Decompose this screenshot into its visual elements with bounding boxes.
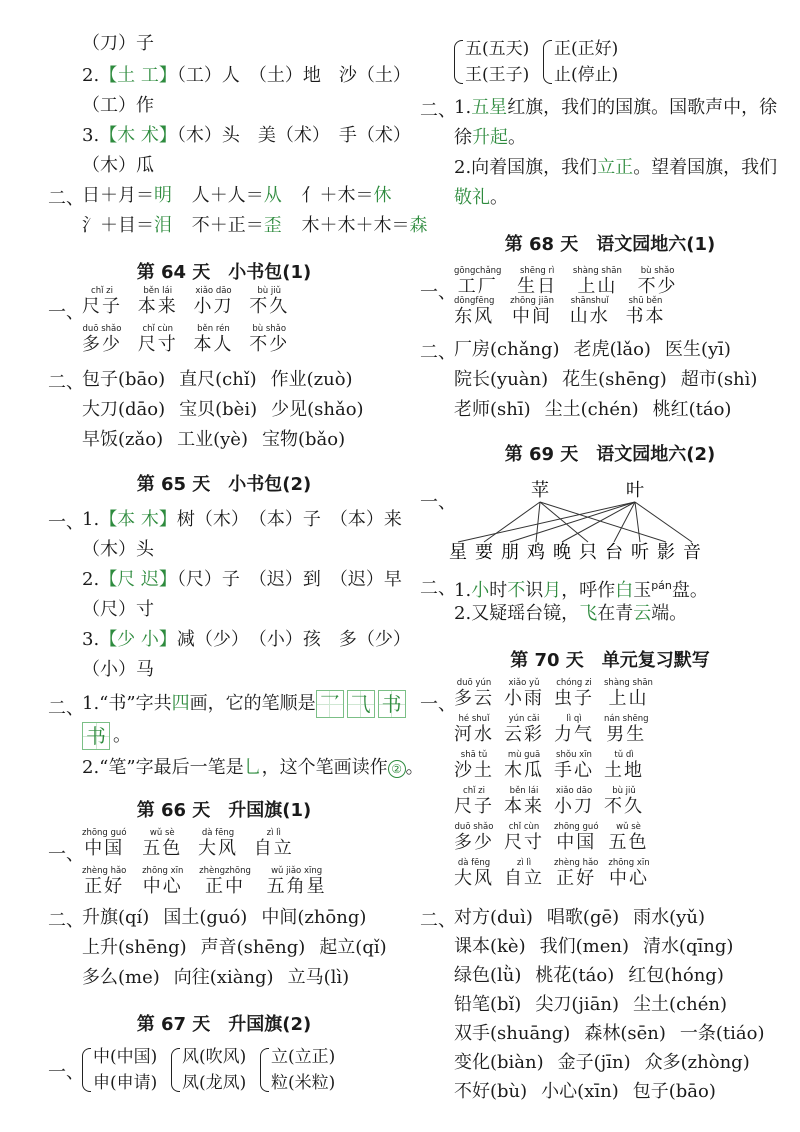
word-row	[454, 935, 733, 959]
section-title: 第 66 天 升国旗(1)	[136, 800, 312, 821]
answer-box: 【木 术】	[99, 125, 177, 146]
section-marker: 一、	[48, 1062, 84, 1083]
stroke-box: 乛	[316, 690, 344, 718]
section-title: 第 67 天 升国旗(2)	[136, 1014, 312, 1035]
answer-line: （工）作	[82, 95, 154, 116]
equation-row: 日＋月＝明 人＋人＝从 亻＋木＝休	[82, 185, 392, 206]
brace-group: 立(立正) 粒(米粒)	[260, 1044, 335, 1096]
match-bottom-char: 星	[449, 542, 467, 563]
word-row: 升旗(qí) 国土(guó) 中间(zhōng)	[82, 907, 367, 928]
section-title: 第 64 天 小书包(1)	[136, 262, 312, 283]
equation-row: 氵＋目＝泪 不＋正＝歪 木＋木＋木＝森	[82, 215, 428, 236]
section-marker: 一、	[420, 694, 456, 715]
word-item: 一条(tiáo)	[679, 1023, 765, 1044]
stroke-order-line: 1.“书”字共四画，它的笔顺是 乛 ⺄ 书	[82, 690, 409, 718]
brace-group: 中(中国) 申(申请)	[82, 1044, 157, 1096]
word-row: 包子(bāo) 直尺(chǐ) 作业(zuò)	[82, 369, 353, 390]
section-marker: 二、	[420, 100, 456, 121]
pinyin-row	[454, 786, 654, 818]
word-row: 多么(me) 向往(xiàng) 立马(lì)	[82, 967, 350, 988]
word-item: 对方(duì)	[454, 907, 533, 928]
word-row	[454, 964, 724, 988]
answer-line: 2.向着国旗，我们立正。望着国旗，我们	[454, 157, 778, 178]
answer-line: 1.【本 木】树（木） （本）子 （本）来	[82, 509, 402, 530]
stroke-box: 书	[378, 690, 406, 718]
word-item: 包子(bāo)	[632, 1081, 716, 1102]
match-line	[536, 502, 540, 542]
pinyin-word: duō yún 多云	[454, 678, 494, 709]
section-title: 第 65 天 小书包(2)	[136, 474, 312, 495]
brace-group: 风(吹风) 凤(龙凤)	[171, 1044, 246, 1096]
stroke-order-line: 书 。	[82, 722, 131, 750]
section-marker: 二、	[48, 372, 84, 393]
pinyin-word: zhèng hǎo 正好	[554, 858, 599, 889]
word-item: 雨水(yǔ)	[633, 907, 705, 928]
pinyin-row	[454, 714, 659, 746]
match-line	[635, 502, 692, 542]
word-item: 众多(zhòng)	[644, 1052, 750, 1073]
match-bottom-char: 晚	[553, 542, 571, 563]
word-row: 院长(yuàn) 花生(shēng) 超市(shì)	[454, 369, 758, 390]
pinyin-word: zì lì 自立	[504, 858, 544, 889]
pinyin-word: wǔ sè 五色	[608, 822, 649, 853]
pinyin-word: xiǎo yǔ 小雨	[504, 678, 544, 709]
brace-group: 正(正好) 止(停止)	[543, 36, 618, 88]
section-marker: 二、	[48, 698, 84, 719]
match-line	[635, 502, 640, 542]
word-item: 我们(men)	[539, 936, 629, 957]
word-item: 双手(shuāng)	[454, 1023, 571, 1044]
match-top-char: 苹	[531, 480, 549, 501]
pinyin-row: gōngchǎng 工厂 shēng rì 生日 shàng shān 上山 bù shǎo 不少	[454, 266, 678, 297]
matching-diagram	[420, 478, 750, 566]
pinyin-word: bù jiǔ 不久	[604, 786, 644, 817]
section-marker: 一、	[420, 492, 456, 513]
word-item: 小心(xīn)	[541, 1081, 619, 1102]
circled-answer: ②	[388, 760, 406, 778]
pinyin-word: dà fēng 大风	[454, 858, 494, 889]
section-title: 第 68 天 语文园地六(1)	[504, 234, 716, 255]
brace-group-row	[454, 36, 626, 88]
section-marker: 二、	[48, 188, 84, 209]
section-marker: 二、	[420, 910, 456, 931]
word-item: 尘土(chén)	[633, 994, 728, 1015]
match-bottom-char: 音	[683, 542, 701, 563]
pinyin-word: chóng zi 虫子	[554, 678, 594, 709]
word-item: 不好(bù)	[454, 1081, 528, 1102]
pinyin-word: nán shēng 男生	[604, 714, 649, 745]
answer-line: （尺）寸	[82, 599, 154, 620]
pinyin-word: yún cǎi 云彩	[504, 714, 544, 745]
pinyin-word: mù guā 木瓜	[504, 750, 544, 781]
pinyin-word: shǒu xīn 手心	[554, 750, 594, 781]
match-top-char: 叶	[626, 480, 644, 501]
answer-box: 【土 工】	[99, 65, 177, 86]
pinyin-word: xiǎo dāo 小刀	[554, 786, 594, 817]
pinyin-word: duō shǎo 多少	[454, 822, 494, 853]
section-marker: 一、	[420, 282, 456, 303]
pinyin-row: zhèng hǎo 正好 zhōng xīn 中心 zhèngzhōng 正中 wǔ jiǎo xīng 五角星	[82, 866, 327, 897]
word-row	[454, 1022, 764, 1046]
word-row	[454, 906, 705, 930]
match-bottom-char: 鸡	[527, 542, 545, 563]
match-bottom-char: 听	[631, 542, 649, 563]
pinyin-row	[454, 822, 659, 854]
word-item: 红包(hóng)	[628, 965, 724, 986]
match-line	[484, 502, 540, 542]
word-row: 厂房(chǎng) 老虎(lǎo) 医生(yī)	[454, 339, 731, 360]
answer-line: （小）马	[82, 659, 154, 680]
brace-group-row	[82, 1044, 343, 1096]
pinyin-row	[454, 858, 660, 890]
answer-line: 1.五星红旗，我们的国旗。国歌声中，徐	[454, 97, 778, 118]
answer-line: 2.【尺 迟】（尺）子 （迟）到 （迟）早	[82, 569, 402, 590]
word-item: 铅笔(bǐ)	[454, 994, 522, 1015]
pinyin-row: zhōng guó 中国 wǔ sè 五色 dà fēng 大风 zì lì 自立	[82, 828, 294, 859]
pinyin-row: chǐ zi 尺子 běn lái 本来 xiǎo dāo 小刀 bù jiǔ 不久	[82, 286, 290, 317]
answer-line: 3.【少 小】减（少） （小）孩 多（少）	[82, 629, 411, 650]
pinyin-word: shā tǔ 沙土	[454, 750, 494, 781]
section-title: 第 70 天 单元复习默写	[510, 650, 710, 671]
pinyin-row: duō shǎo 多少 chǐ cùn 尺寸 běn rén 本人 bù shǎo 不少	[82, 324, 290, 355]
word-item: 桃花(táo)	[535, 965, 615, 986]
pinyin-word: běn lái 本来	[504, 786, 544, 817]
match-bottom-char: 朋	[501, 542, 519, 563]
match-line	[540, 502, 666, 542]
pinyin-word: zhōng xīn 中心	[608, 858, 650, 889]
match-bottom-char: 影	[657, 542, 675, 563]
word-row: 上升(shēng) 声音(shēng) 起立(qǐ)	[82, 937, 387, 958]
answer-line: 2.“笔”字最后一笔是乚，这个笔画读作 ② 。	[82, 757, 424, 778]
pinyin-word: hé shuǐ 河水	[454, 714, 494, 745]
stroke-box: 书	[82, 722, 110, 750]
pinyin-word: tǔ dì 土地	[604, 750, 644, 781]
pinyin-row	[454, 678, 663, 710]
section-marker: 一、	[48, 844, 84, 865]
word-row	[454, 1051, 750, 1075]
answer-line: （木）头	[82, 539, 154, 560]
answer-line: （刀）子	[82, 33, 154, 54]
word-item: 金子(jīn)	[557, 1052, 631, 1073]
answer-line: 徐升起。	[454, 127, 526, 148]
match-bottom-char: 要	[475, 542, 493, 563]
answer-line: 2.又疑瑶台镜，飞在青云端。	[454, 603, 688, 624]
section-marker: 二、	[420, 578, 456, 599]
match-bottom-char: 台	[605, 542, 623, 563]
match-bottom-char: 只	[579, 542, 597, 563]
word-row: 早饭(zǎo) 工业(yè) 宝物(bǎo)	[82, 429, 346, 450]
answer-line: （木）瓜	[82, 155, 154, 176]
word-row	[454, 993, 727, 1017]
word-item: 绿色(lǜ)	[454, 965, 522, 986]
pinyin-word: chǐ cùn 尺寸	[504, 822, 544, 853]
word-row	[454, 1080, 716, 1104]
pinyin-word: shàng shān 上山	[604, 678, 653, 709]
word-item: 唱歌(gē)	[546, 907, 620, 928]
word-row: 大刀(dāo) 宝贝(bèi) 少见(shǎo)	[82, 399, 364, 420]
word-item: 尖刀(jiān)	[535, 994, 620, 1015]
section-marker: 一、	[48, 512, 84, 533]
word-row: 老师(shī) 尘土(chén) 桃红(táo)	[454, 399, 732, 420]
answer-line: 3.【木 术】（木）头 美（术） 手（术）	[82, 125, 411, 146]
word-item: 清水(qīng)	[642, 936, 734, 957]
answer-line: 1.小时不识月，呼作白玉$^{pán}$盘。	[454, 579, 708, 601]
word-item: 森林(sēn)	[584, 1023, 666, 1044]
answer-line: 敬礼。	[454, 187, 508, 208]
section-marker: 一、	[48, 302, 84, 323]
pinyin-row	[454, 750, 654, 782]
pinyin-word: chǐ zi 尺子	[454, 786, 494, 817]
section-marker: 二、	[420, 342, 456, 363]
pinyin-word: zhōng guó 中国	[554, 822, 599, 853]
section-title: 第 69 天 语文园地六(2)	[504, 444, 716, 465]
stroke-box: ⺄	[347, 690, 375, 718]
word-item: 变化(biàn)	[454, 1052, 544, 1073]
pinyin-row: dōngfēng 东风 zhōng jiān 中间 shānshuǐ 山水 shū běn 书本	[454, 296, 666, 327]
answer-line: 2.【土 工】（工）人 （土）地 沙（土）	[82, 65, 411, 86]
section-marker: 二、	[48, 910, 84, 931]
word-item: 课本(kè)	[454, 936, 526, 957]
brace-group: 五(五天) 王(王子)	[454, 36, 529, 88]
pinyin-word: lì qì 力气	[554, 714, 594, 745]
